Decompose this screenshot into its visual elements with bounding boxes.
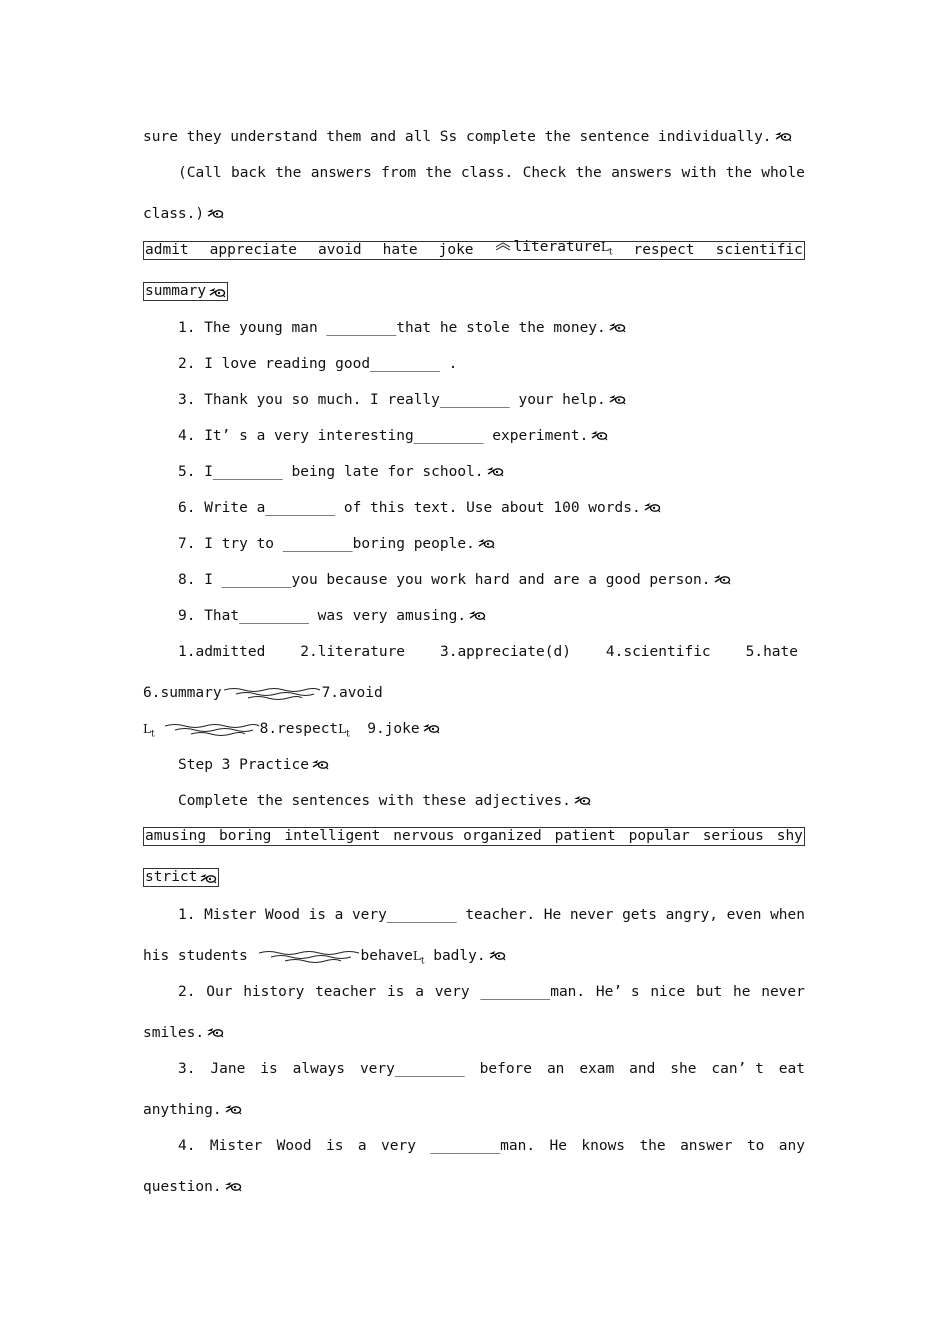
paragraph-mark-icon — [311, 758, 329, 770]
sentence-text: 4. It’ s a very interesting________ experiment. — [178, 428, 589, 444]
paragraph-mark-icon — [477, 537, 495, 549]
answer-item: 8.respect — [259, 721, 339, 737]
answer-item: 4.scientific — [605, 644, 711, 660]
sentence-text: smiles. — [143, 1025, 205, 1041]
layout-marker-icon: $L_t$ — [143, 722, 155, 740]
paragraph-mark-icon — [422, 722, 440, 734]
exercise-2-q1-line-2 — [143, 946, 506, 971]
word-box-item: hate — [382, 242, 418, 258]
word-box-item: joke — [438, 242, 474, 258]
word-box-item: popular — [628, 828, 690, 844]
sentence-word: 3. — [178, 1061, 196, 1077]
word-box-item-wrap — [495, 239, 613, 261]
exercise-2-q1-line-1 — [178, 905, 805, 925]
intro-word: the — [425, 165, 452, 181]
sentence-word: ________man. — [430, 1138, 536, 1154]
intro-word: back — [230, 165, 266, 181]
paragraph-mark-icon — [608, 393, 626, 405]
intro-word: (Call — [178, 165, 222, 181]
exercise-2-q2-line-2 — [143, 1023, 224, 1043]
exercise-1-item — [178, 462, 504, 482]
exercise-1-item — [178, 426, 608, 446]
paragraph-mark-icon — [774, 130, 792, 142]
paragraph-mark-icon — [608, 321, 626, 333]
sentence-word: Our — [206, 984, 233, 1000]
intro-text-3: class.) — [143, 206, 205, 222]
sentence-word: answer — [680, 1138, 733, 1154]
sentence-word: is — [386, 984, 405, 1000]
intro-word: answers — [310, 165, 372, 181]
intro-word: the — [725, 165, 752, 181]
sentence-word: gets — [622, 907, 657, 923]
sentence-text: 2. I love reading good________ . — [178, 356, 458, 372]
sentence-word: Wood — [276, 1138, 312, 1154]
sentence-text: 6. Write a________ of this text. Use about 100 words. — [178, 500, 641, 516]
intro-word: the — [575, 165, 602, 181]
intro-line-2 — [178, 163, 805, 183]
wave-mark-icon — [155, 722, 260, 736]
sentence-word: a — [415, 984, 424, 1000]
intro-word: class. — [460, 165, 514, 181]
exercise-1-item — [178, 534, 495, 554]
sentence-word: angry, — [665, 907, 718, 923]
answers-row-2 — [143, 683, 383, 703]
paragraph-mark-icon — [643, 501, 661, 513]
paragraph-mark-icon — [486, 465, 504, 477]
exercise-2-q4-line-1 — [178, 1136, 805, 1156]
word-box-item: scientific — [715, 242, 803, 258]
word-box-1 — [143, 241, 805, 260]
sentence-text: his students — [143, 948, 248, 964]
exercise-2-q4-line-2 — [143, 1177, 242, 1197]
word-box-item: avoid — [318, 242, 362, 258]
sentence-text: 7. I try to ________boring people. — [178, 536, 475, 552]
layout-marker-icon: $L_t$ — [600, 240, 613, 258]
sentence-word: eat — [778, 1061, 805, 1077]
answer-item: 7.avoid — [321, 685, 383, 701]
word-box-1-last — [143, 282, 228, 301]
sentence-word: he — [732, 984, 751, 1000]
word-box-item: shy — [776, 828, 803, 844]
sentence-word: He — [543, 907, 562, 923]
intro-line — [143, 127, 792, 147]
sentence-word: any — [778, 1138, 805, 1154]
exercise-1-item — [178, 354, 457, 374]
paragraph-mark-icon — [573, 794, 591, 806]
sentence-word: knows — [581, 1138, 626, 1154]
sentence-text: 5. I________ being late for school. — [178, 464, 484, 480]
intro-word: the — [275, 165, 302, 181]
sentence-word: is — [326, 1138, 344, 1154]
sentence-text: badly. — [424, 948, 486, 964]
sentence-word: 4. — [178, 1138, 196, 1154]
exercise-1-item — [178, 318, 626, 338]
instruction-text: Complete the sentences with these adjectives. — [178, 793, 571, 809]
sentence-word: an — [546, 1061, 565, 1077]
sentence-word: when — [770, 907, 805, 923]
sentence-word: nice — [650, 984, 686, 1000]
sentence-word: can’ t — [711, 1061, 764, 1077]
sentence-word: teacher — [315, 984, 377, 1000]
word-box-item: appreciate — [209, 242, 297, 258]
answer-item: 1.admitted — [178, 644, 266, 660]
sentence-word: teacher. — [465, 907, 536, 923]
sentence-word: Jane — [210, 1061, 246, 1077]
paragraph-mark-icon — [590, 429, 608, 441]
sentence-word: always — [292, 1061, 346, 1077]
sentence-word: but — [696, 984, 723, 1000]
word-box-item: strict — [145, 869, 198, 885]
sentence-word: and — [629, 1061, 656, 1077]
intro-word: from — [381, 165, 417, 181]
sentence-text: anything. — [143, 1102, 222, 1118]
layout-marker-icon: $L_t$ — [412, 949, 425, 967]
sentence-word: He — [549, 1138, 567, 1154]
word-box-item: literature — [513, 239, 601, 256]
answer-item: 2.literature — [300, 644, 406, 660]
layout-marker-icon: $L_t$ — [338, 722, 350, 740]
sentence-word: never — [761, 984, 805, 1000]
word-box-item: admit — [145, 242, 189, 258]
word-box-item: intelligent — [284, 828, 381, 844]
sentence-word: a — [334, 907, 344, 923]
wave-mark-icon — [222, 686, 322, 700]
intro-word: whole — [761, 165, 805, 181]
paragraph-mark-icon — [468, 609, 486, 621]
word-box-2-last — [143, 868, 219, 887]
sentence-word: the — [639, 1138, 666, 1154]
intro-text: sure they understand them and all Ss complete the sentence individually. — [143, 129, 772, 145]
sentence-word: Wood — [265, 907, 300, 923]
sentence-word: ________man. — [480, 984, 586, 1000]
step-3-heading — [178, 755, 329, 775]
sentence-text: 9. That________ was very amusing. — [178, 608, 467, 624]
intro-word: with — [681, 165, 717, 181]
sentence-word: 1. — [178, 907, 196, 923]
sentence-text: 8. I ________you because you work hard and are a good person. — [178, 572, 711, 588]
sentence-text: 1. The young man ________that he stole the money. — [178, 320, 606, 336]
exercise-1-item — [178, 390, 626, 410]
sentence-word: is — [308, 907, 327, 923]
sentence-word: never — [569, 907, 614, 923]
sentence-text: behave — [360, 948, 413, 964]
exercise-1-item — [178, 498, 661, 518]
sentence-word: very — [381, 1138, 416, 1154]
exercise-2-q3-line-1 — [178, 1059, 805, 1079]
paragraph-mark-icon — [713, 573, 731, 585]
paragraph-mark-icon — [224, 1180, 242, 1192]
sentence-word: is — [260, 1061, 278, 1077]
paragraph-mark-icon — [488, 949, 506, 961]
exercise-2-q3-line-2 — [143, 1100, 242, 1120]
sentence-word: before — [479, 1061, 533, 1077]
answer-item: 6.summary — [143, 685, 222, 701]
word-box-2 — [143, 827, 805, 846]
sentence-word: Mister — [204, 907, 257, 923]
exercise-2-q2-line-1 — [178, 982, 805, 1002]
sentence-text: question. — [143, 1179, 222, 1195]
sentence-word: she — [670, 1061, 697, 1077]
answer-item: 3.appreciate(d) — [439, 644, 571, 660]
sentence-word: very — [434, 984, 470, 1000]
answers-row-3 — [143, 719, 440, 744]
exercise-1-item — [178, 570, 731, 590]
paragraph-mark-icon — [224, 1103, 242, 1115]
wave-mark-icon — [257, 949, 361, 963]
answer-item: 5.hate — [745, 644, 798, 660]
sentence-word: He’ s — [595, 984, 640, 1000]
word-box-item: serious — [702, 828, 764, 844]
sentence-word: very________ — [359, 1061, 465, 1077]
word-box-item: amusing — [145, 828, 207, 844]
sentence-word: a — [357, 1138, 367, 1154]
exercise-1-item — [178, 606, 486, 626]
sentence-word: 2. — [178, 984, 196, 1000]
paragraph-mark-icon — [206, 1026, 224, 1038]
sentence-word: even — [726, 907, 762, 923]
answers-row-1 — [178, 642, 798, 662]
intro-line-3 — [143, 204, 224, 224]
intro-word: Check — [522, 165, 567, 181]
sentence-word: Mister — [209, 1138, 263, 1154]
sentence-word: exam — [579, 1061, 615, 1077]
sentence-text: 3. Thank you so much. I really________ your help. — [178, 392, 606, 408]
sentence-word: very________ — [351, 907, 457, 923]
step-title: Step 3 Practice — [178, 757, 309, 773]
word-box-item: boring — [219, 828, 272, 844]
word-box-item: summary — [145, 283, 207, 299]
paragraph-mark-icon — [208, 286, 226, 298]
intro-word: answers — [611, 165, 673, 181]
sentence-word: history — [243, 984, 305, 1000]
word-box-item: respect — [633, 242, 695, 258]
chevron-up-icon — [495, 241, 511, 251]
sentence-word: to — [746, 1138, 765, 1154]
paragraph-mark-icon — [206, 207, 224, 219]
step-3-instruction — [178, 791, 591, 811]
paragraph-mark-icon — [199, 872, 217, 884]
answer-item: 9.joke — [367, 721, 420, 737]
word-box-item: patient — [554, 828, 616, 844]
word-box-item: nervous organized — [393, 828, 542, 844]
